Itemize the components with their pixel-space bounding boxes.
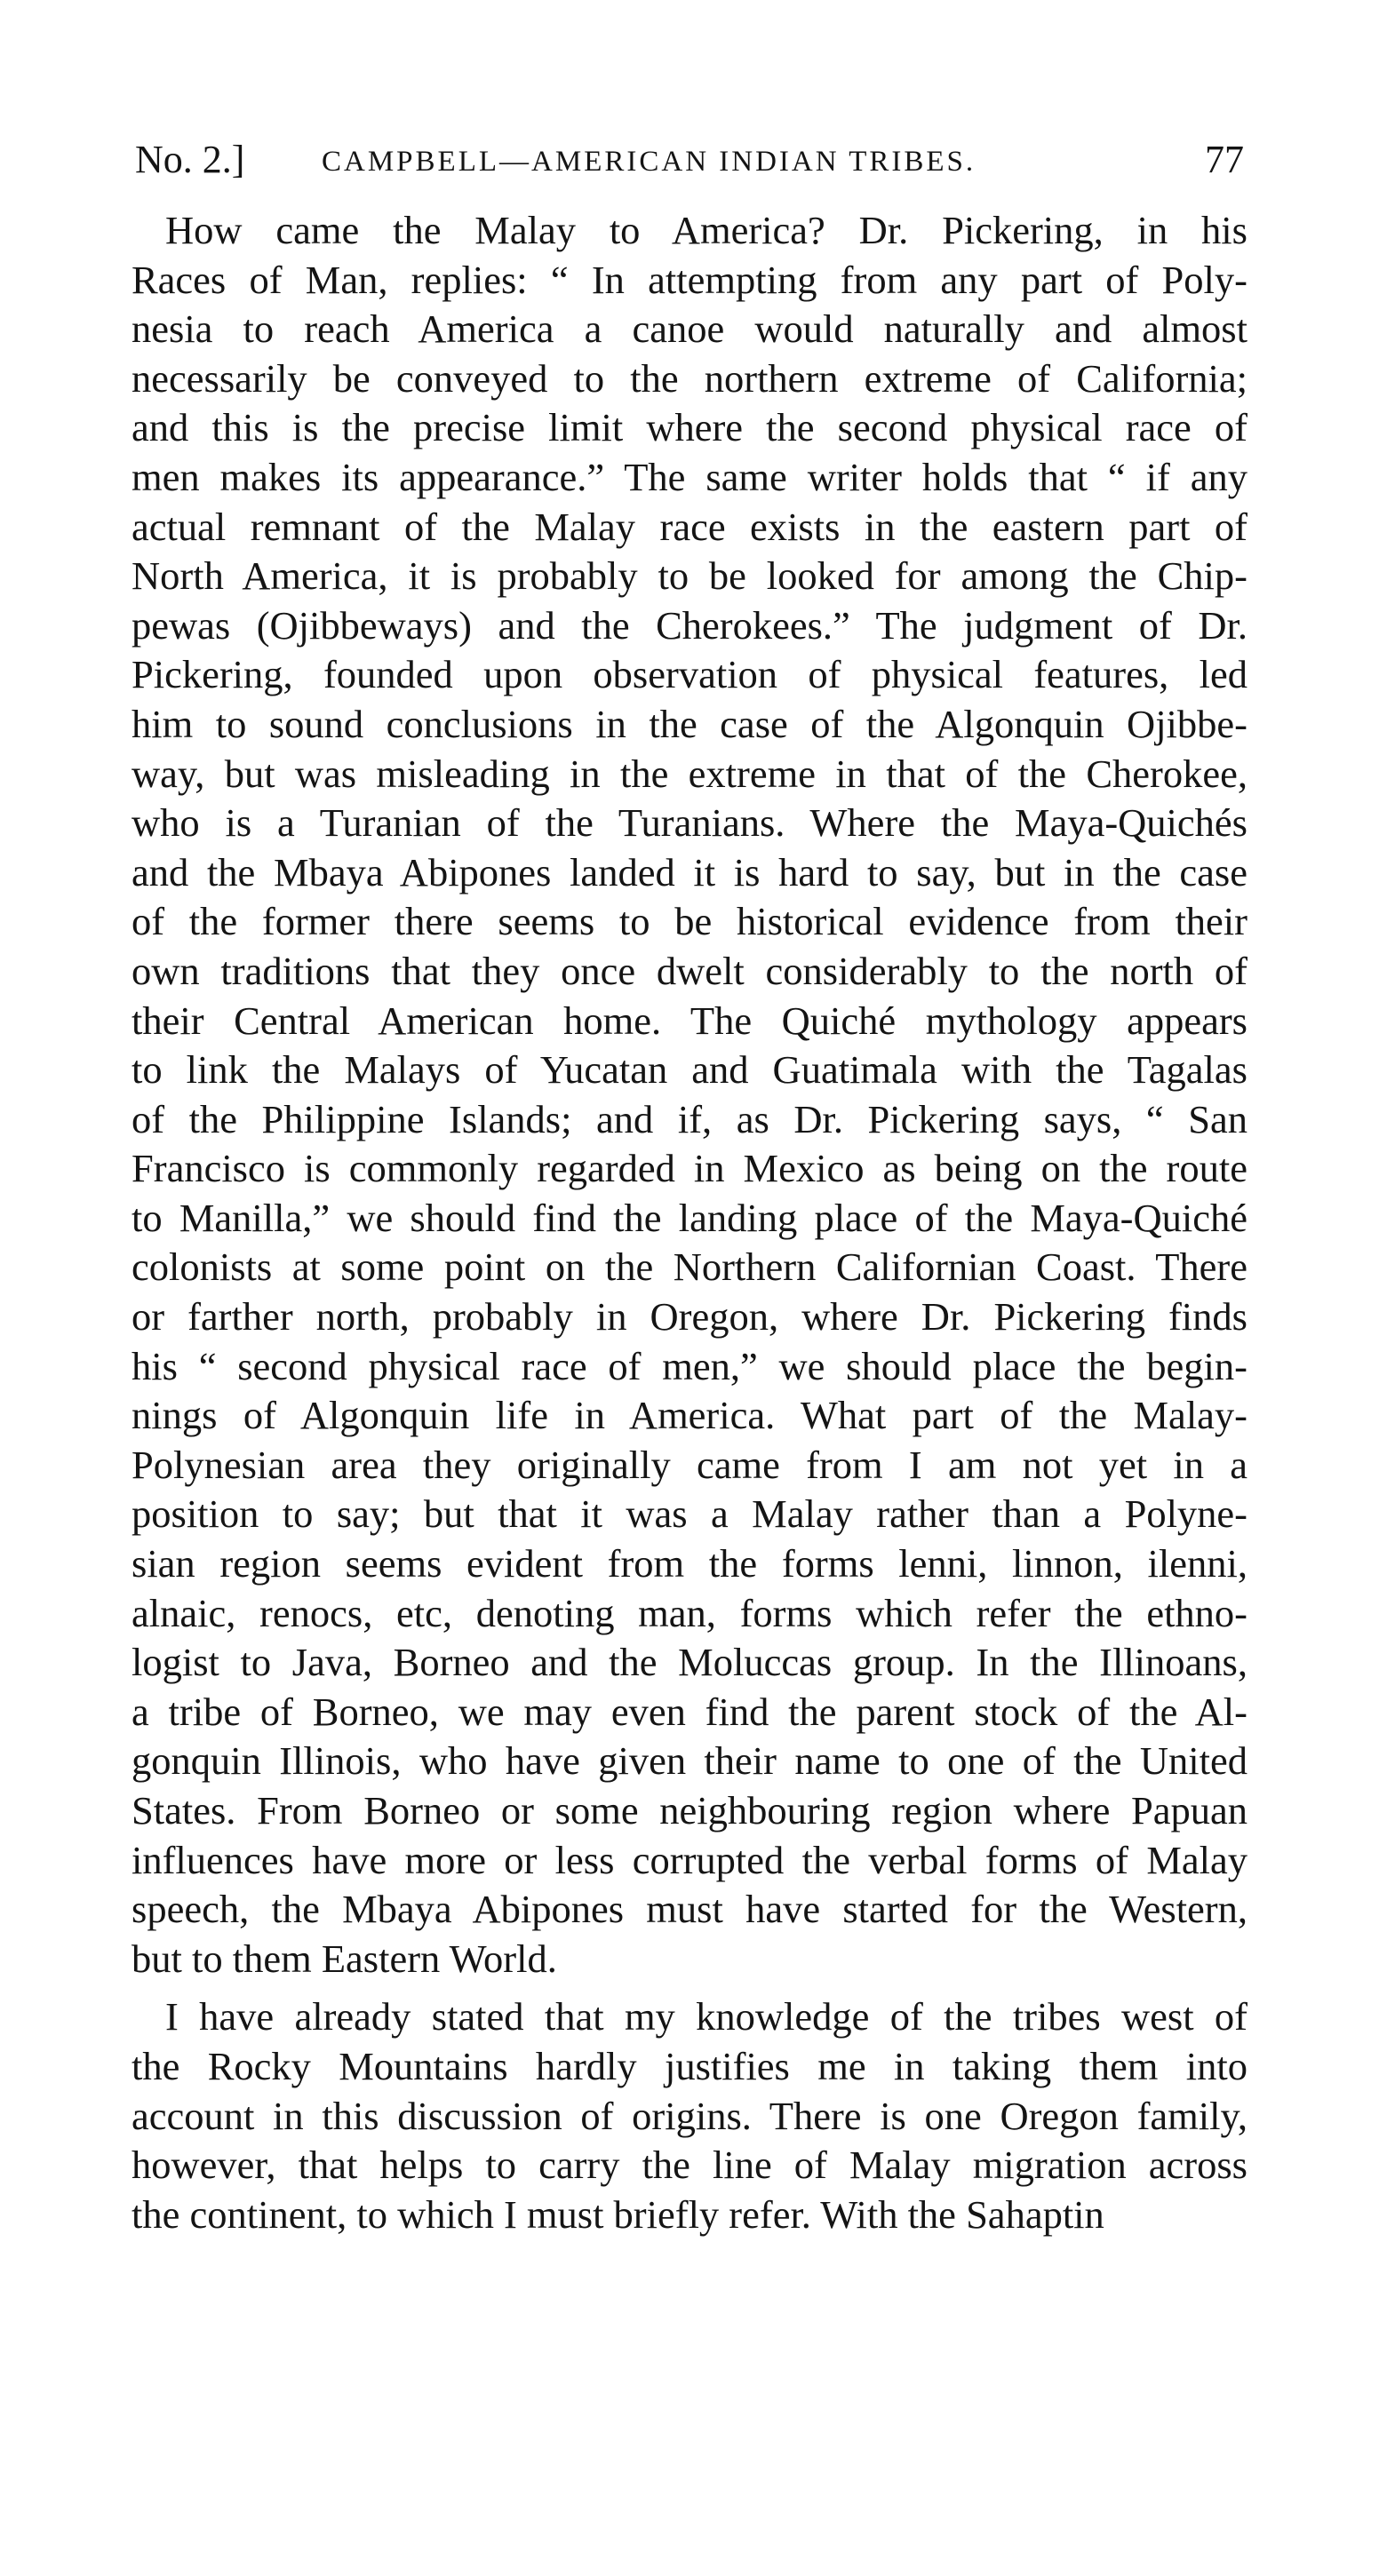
paragraph-1-line: logist to Java, Borneo and the Moluccas group. In the Illinoans, xyxy=(132,1640,1248,1685)
paragraph-1-line: a tribe of Borneo, we may even find the parent stock of the Al- xyxy=(132,1689,1248,1734)
paragraph-2-line: the continent, to which I must briefly refer. With the Sahaptin xyxy=(132,2191,1104,2237)
paragraph-1-line: but to them Eastern World. xyxy=(132,1936,557,1981)
paragraph-1-line: gonquin Illinois, who have given their name to one of the United xyxy=(132,1738,1248,1784)
paragraph-1-line: nesia to reach America a canoe would naturally and almost xyxy=(132,306,1248,352)
paragraph-1-line: to link the Malays of Yucatan and Guatimala with the Tagalas xyxy=(132,1047,1248,1093)
paragraph-1-line: North America, it is probably to be looked for among the Chip- xyxy=(132,553,1248,599)
paragraph-1-line: pewas (Ojibbeways) and the Cherokees.” The judgment of Dr. xyxy=(132,602,1248,648)
paragraph-gap xyxy=(132,1984,1248,1992)
paragraph-1-line: way, but was misleading in the extreme in that of the Cherokee, xyxy=(132,751,1248,796)
issue-number: No. 2.] xyxy=(135,138,245,181)
paragraph-1-line: sian region seems evident from the forms lenni, linnon, ilenni, xyxy=(132,1541,1248,1586)
page-number: 77 xyxy=(1205,138,1244,181)
paragraph-1-line: his “ second physical race of men,” we should place the begin- xyxy=(132,1343,1248,1388)
paragraph-1-line: Polynesian area they originally came from I am not yet in a xyxy=(132,1442,1248,1487)
running-head xyxy=(135,133,1244,187)
paragraph-2-line: I have already stated that my knowledge of the tribes west of xyxy=(165,1994,1248,2039)
paragraph-1-line: to Manilla,” we should find the landing place of the Maya-Quiché xyxy=(132,1195,1248,1240)
paragraph-1-line: Pickering, founded upon observation of physical features, led xyxy=(132,652,1248,697)
paragraph-2-line: account in this discussion of origins. There is one Oregon family, xyxy=(132,2093,1248,2138)
paragraph-1-line: who is a Turanian of the Turanians. Where the Maya-Quichés xyxy=(132,800,1248,846)
paragraph-1-line: Francisco is commonly regarded in Mexico as being on the route xyxy=(132,1146,1248,1191)
paragraph-1-line: or farther north, probably in Oregon, where Dr. Pickering finds xyxy=(132,1294,1248,1340)
paragraph-1-line: of the Philippine Islands; and if, as Dr. Pickering says, “ San xyxy=(132,1096,1248,1141)
paragraph-1-line: of the former there seems to be historical evidence from their xyxy=(132,899,1248,944)
body-text xyxy=(132,206,1248,2239)
paragraph-1-line: their Central American home. The Quiché mythology appears xyxy=(132,998,1248,1043)
paragraph-1-line: and the Mbaya Abipones landed it is hard to say, but in the case xyxy=(132,849,1248,894)
paragraph-1-line: colonists at some point on the Northern Californian Coast. There xyxy=(132,1244,1248,1290)
paragraph-1-line: necessarily be conveyed to the northern extreme of California; xyxy=(132,355,1248,401)
paragraph-1-line: How came the Malay to America? Dr. Pickering, in his xyxy=(165,208,1248,252)
paragraph-1-line: alnaic, renocs, etc, denoting man, forms which refer the ethno- xyxy=(132,1590,1248,1635)
paragraph-1-line: actual remnant of the Malay race exists in the eastern part of xyxy=(132,504,1248,549)
paragraph-1-line: men makes its appearance.” The same writer holds that “ if any xyxy=(132,454,1248,499)
paragraph-2-line: however, that helps to carry the line of Malay migration across xyxy=(132,2143,1248,2188)
paragraph-1-line: States. From Borneo or some neighbouring region where Papuan xyxy=(132,1788,1248,1833)
paragraph-1-line: position to say; but that it was a Malay rather than a Polyne- xyxy=(132,1491,1248,1537)
running-title: CAMPBELL—AMERICAN INDIAN TRIBES. xyxy=(322,146,976,178)
paragraph-1-line: and this is the precise limit where the second physical race of xyxy=(132,405,1248,450)
paragraph-1-line: influences have more or less corrupted the verbal forms of Malay xyxy=(132,1837,1248,1882)
paragraph-1-line: nings of Algonquin life in America. What part of the Malay- xyxy=(132,1393,1248,1438)
paragraph-1-line: him to sound conclusions in the case of the Algonquin Ojibbe- xyxy=(132,701,1248,746)
paragraph-1-line: own traditions that they once dwelt considerably to the north of xyxy=(132,948,1248,993)
paragraph-1-line: Races of Man, replies: “ In attempting from any part of Poly- xyxy=(132,257,1248,302)
paragraph-2-line: the Rocky Mountains hardly justifies me in taking them into xyxy=(132,2043,1248,2088)
paragraph-1-line: speech, the Mbaya Abipones must have started for the Western, xyxy=(132,1887,1248,1932)
